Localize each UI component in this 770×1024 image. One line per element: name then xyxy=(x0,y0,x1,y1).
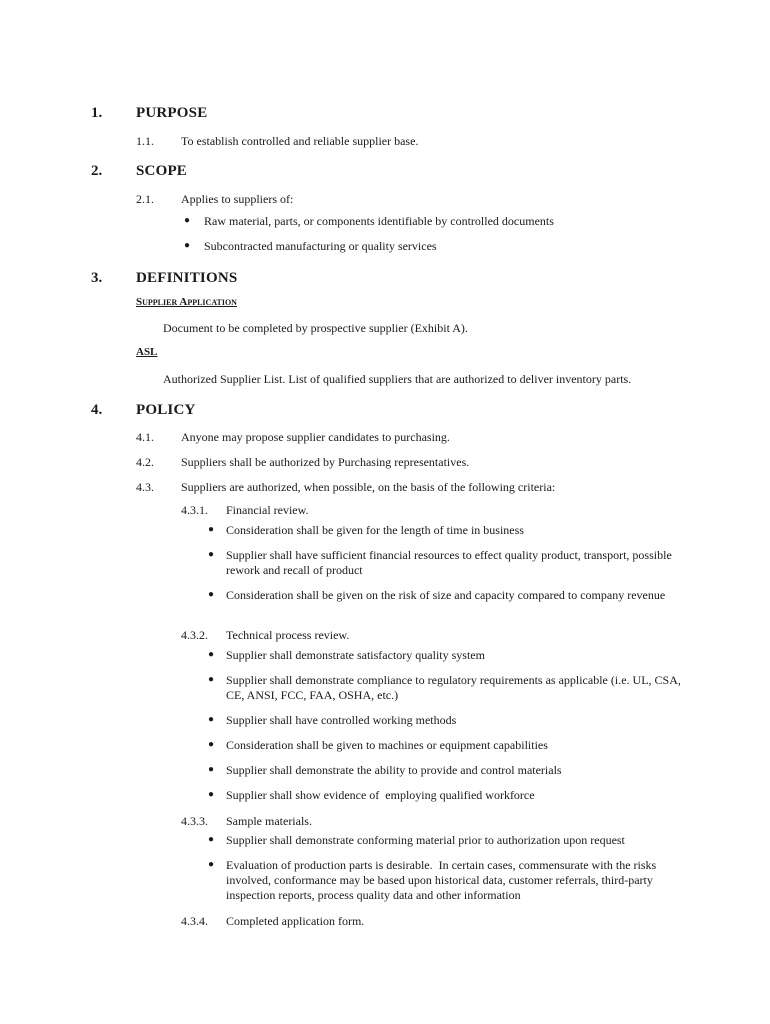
definition-text: Authorized Supplier List. List of qualified suppliers that are authorized to deliver inventory parts. xyxy=(163,372,632,386)
list-item: Consideration shall be given to machines or equipment capabilities xyxy=(226,738,548,752)
bullet-icon: ● xyxy=(184,215,191,226)
subitem-text: Sample materials. xyxy=(226,814,312,828)
section-title-policy: POLICY xyxy=(136,402,196,418)
bullet-icon: ● xyxy=(208,589,215,600)
item-number: 4.3. xyxy=(136,480,154,494)
bullet-icon: ● xyxy=(208,789,215,800)
subitem-text: Technical process review. xyxy=(226,628,350,642)
bullet-icon: ● xyxy=(184,240,191,251)
section-number: 4. xyxy=(91,402,103,418)
item-text: To establish controlled and reliable supplier base. xyxy=(181,134,419,148)
section-number: 3. xyxy=(91,270,103,286)
item-number: 4.1. xyxy=(136,430,154,444)
bullet-icon: ● xyxy=(208,674,215,685)
bullet-icon: ● xyxy=(208,549,215,560)
bullet-icon: ● xyxy=(208,524,215,535)
bullet-icon: ● xyxy=(208,764,215,775)
subitem-text: Completed application form. xyxy=(226,914,365,928)
list-item: Supplier shall demonstrate conforming material prior to authorization upon request xyxy=(226,833,625,847)
item-number: 4.2. xyxy=(136,455,154,469)
list-item: Supplier shall demonstrate compliance to regulatory requirements as applicable (i.e. UL, CSA, CE, ANSI, FCC, FAA, OSHA, etc.) xyxy=(226,673,681,702)
section-title-definitions: DEFINITIONS xyxy=(136,270,238,286)
item-number: 1.1. xyxy=(136,134,154,148)
item-text: Suppliers are authorized, when possible, on the basis of the following criteria: xyxy=(181,480,556,494)
definition-text: Document to be completed by prospective supplier (Exhibit A). xyxy=(163,321,468,335)
bullet-icon: ● xyxy=(208,714,215,725)
bullet-icon: ● xyxy=(208,739,215,750)
subitem-number: 4.3.1. xyxy=(181,503,208,517)
item-number: 2.1. xyxy=(136,192,154,206)
list-item: Supplier shall demonstrate the ability to provide and control materials xyxy=(226,763,562,777)
list-item: Raw material, parts, or components identifiable by controlled documents xyxy=(204,214,554,228)
bullet-icon: ● xyxy=(208,649,215,660)
section-title-scope: SCOPE xyxy=(136,163,188,179)
bullet-icon: ● xyxy=(208,859,215,870)
section-title-purpose: PURPOSE xyxy=(136,105,208,121)
definition-term: ASL xyxy=(136,346,158,358)
list-item: Consideration shall be given on the risk of size and capacity compared to company revenue xyxy=(226,588,666,602)
subitem-number: 4.3.4. xyxy=(181,914,208,928)
bullet-icon: ● xyxy=(208,834,215,845)
list-item: Supplier shall have controlled working methods xyxy=(226,713,457,727)
list-item: Subcontracted manufacturing or quality services xyxy=(204,239,437,253)
list-item: Supplier shall show evidence of employing qualified workforce xyxy=(226,788,535,802)
list-item: Supplier shall demonstrate satisfactory quality system xyxy=(226,648,485,662)
definition-term: Supplier Application xyxy=(136,296,237,308)
item-text: Suppliers shall be authorized by Purchasing representatives. xyxy=(181,455,470,469)
item-text: Applies to suppliers of: xyxy=(181,192,294,206)
item-text: Anyone may propose supplier candidates to purchasing. xyxy=(181,430,450,444)
list-item: Consideration shall be given for the length of time in business xyxy=(226,523,524,537)
list-item: Supplier shall have sufficient financial resources to effect quality product, transport, possible rework and recall of product xyxy=(226,548,672,577)
list-item: Evaluation of production parts is desirable. In certain cases, commensurate with the risks involved, conformance may be based upon historical data, customer referrals, third-party inspection reports, process quality data and other information xyxy=(226,858,660,902)
section-number: 1. xyxy=(91,105,103,121)
subitem-number: 4.3.2. xyxy=(181,628,208,642)
subitem-text: Financial review. xyxy=(226,503,309,517)
subitem-number: 4.3.3. xyxy=(181,814,208,828)
section-number: 2. xyxy=(91,163,103,179)
